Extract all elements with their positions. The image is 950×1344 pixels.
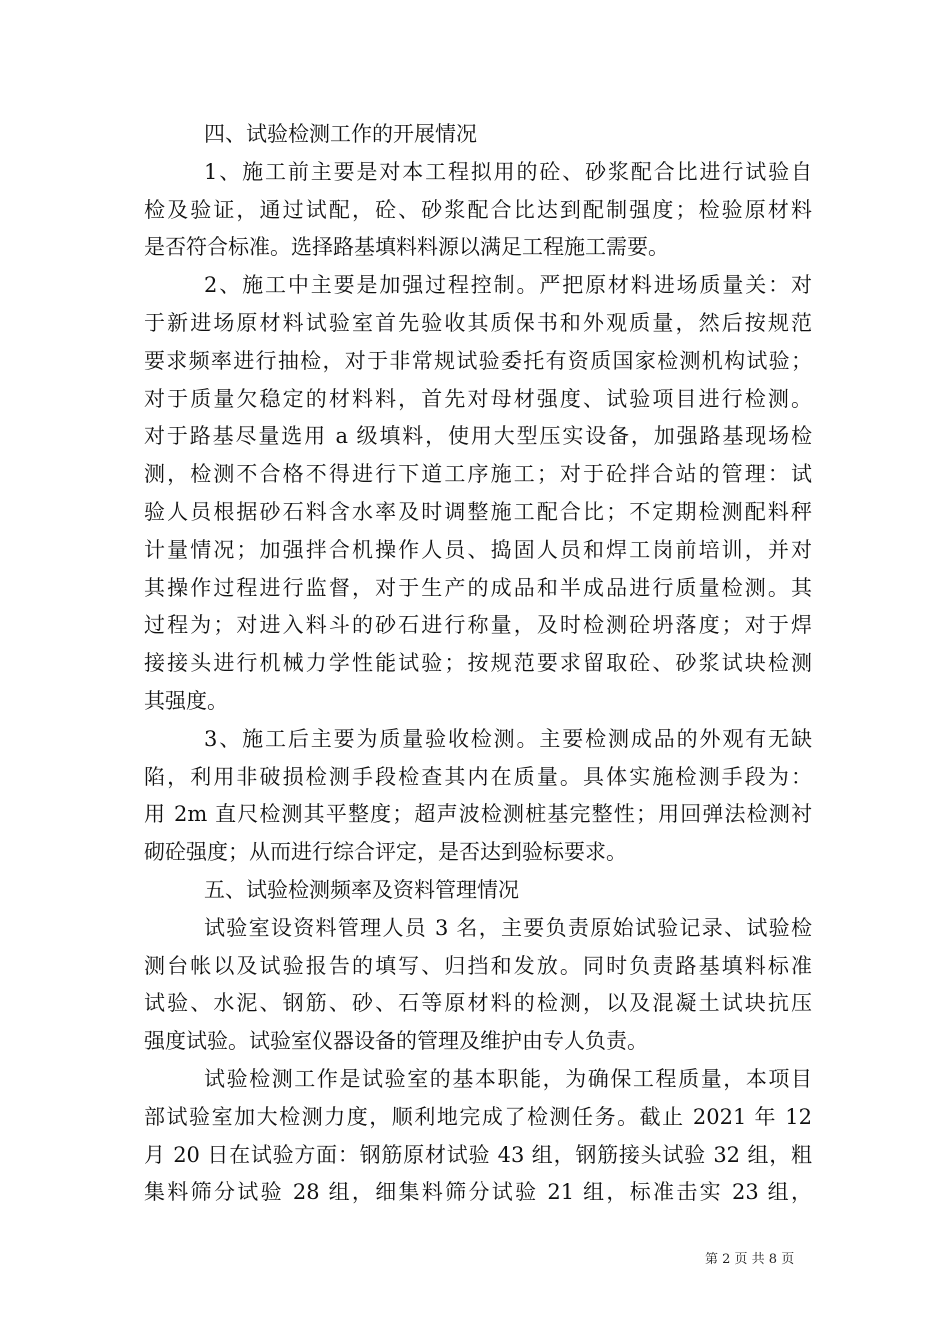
paragraph-line: 要求频率进行抽检，对于非常规试验委托有资质国家检测机构试验； bbox=[144, 348, 812, 373]
paragraph-line: 强度试验。试验室仪器设备的管理及维护由专人负责。 bbox=[144, 1029, 648, 1054]
page-number: 第 2 页 共 8 页 bbox=[705, 1252, 795, 1267]
paragraph-line: 1、施工前主要是对本工程拟用的砼、砂浆配合比进行试验自 bbox=[204, 159, 812, 184]
section-heading-4: 四、试验检测工作的开展情况 bbox=[204, 122, 477, 146]
paragraph-line: 计量情况；加强拌合机操作人员、捣固人员和焊工岗前培训，并对 bbox=[144, 537, 812, 562]
paragraph-line: 试验、水泥、钢筋、砂、石等原材料的检测，以及混凝土试块抗压 bbox=[144, 991, 812, 1016]
paragraph-line: 检及验证，通过试配，砼、砂浆配合比达到配制强度；检验原材料 bbox=[144, 197, 812, 222]
paragraph-line: 对于路基尽量选用 a 级填料，使用大型压实设备，加强路基现场检 bbox=[144, 424, 812, 449]
paragraph-line: 试验室设资料管理人员 3 名，主要负责原始试验记录、试验检 bbox=[204, 915, 812, 940]
document-body bbox=[144, 116, 812, 1212]
paragraph-line: 陷，利用非破损检测手段检查其内在质量。具体实施检测手段为： bbox=[144, 764, 812, 789]
paragraph-line: 于新进场原材料试验室首先验收其质保书和外观质量，然后按规范 bbox=[144, 310, 812, 335]
paragraph-line: 砌砼强度；从而进行综合评定，是否达到验标要求。 bbox=[144, 840, 627, 865]
paragraph-line: 测台帐以及试验报告的填写、归挡和发放。同时负责路基填料标准 bbox=[144, 953, 812, 978]
paragraph-line: 过程为；对进入料斗的砂石进行称量，及时检测砼坍落度；对于焊 bbox=[144, 613, 812, 638]
paragraph-line: 部试验室加大检测力度，顺利地完成了检测任务。截止 2021 年 12 bbox=[144, 1104, 812, 1129]
paragraph-line: 接接头进行机械力学性能试验；按规范要求留取砼、砂浆试块检测 bbox=[144, 651, 812, 676]
paragraph-line: 3、施工后主要为质量验收检测。主要检测成品的外观有无缺 bbox=[204, 726, 812, 751]
paragraph-line: 试验检测工作是试验室的基本职能，为确保工程质量，本项目 bbox=[204, 1066, 812, 1091]
paragraph-line: 用 2m 直尺检测其平整度；超声波检测桩基完整性；用回弹法检测衬 bbox=[144, 802, 812, 827]
paragraph-line: 其操作过程进行监督，对于生产的成品和半成品进行质量检测。其 bbox=[144, 575, 812, 600]
paragraph-line: 月 20 日在试验方面：钢筋原材试验 43 组，钢筋接头试验 32 组，粗 bbox=[144, 1142, 812, 1167]
section-heading-5: 五、试验检测频率及资料管理情况 bbox=[204, 877, 519, 902]
paragraph-line: 集料筛分试验 28 组，细集料筛分试验 21 组，标准击实 23 组， bbox=[144, 1180, 812, 1205]
paragraph-line: 2、施工中主要是加强过程控制。严把原材料进场质量关：对 bbox=[204, 273, 812, 298]
paragraph-line: 对于质量欠稳定的材料料，首先对母材强度、试验项目进行检测。 bbox=[144, 386, 812, 411]
paragraph-line: 其强度。 bbox=[144, 688, 228, 713]
paragraph-line: 是否符合标准。选择路基填料料源以满足工程施工需要。 bbox=[144, 235, 669, 260]
paragraph-line: 验人员根据砂石料含水率及时调整施工配合比；不定期检测配料秤 bbox=[144, 499, 812, 524]
paragraph-line: 测，检测不合格不得进行下道工序施工；对于砼拌合站的管理：试 bbox=[144, 462, 812, 487]
